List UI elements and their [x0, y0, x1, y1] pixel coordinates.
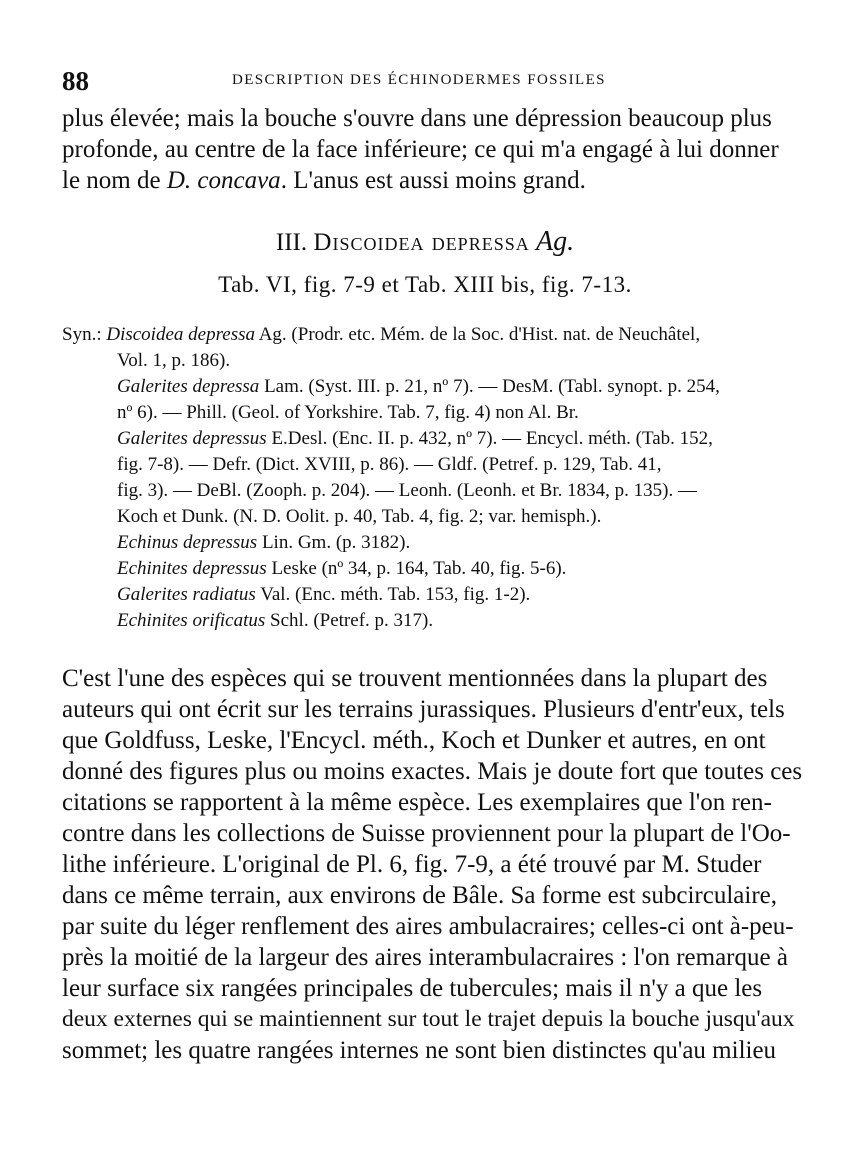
text-line: près la moitié de la largeur des aires interambulacraires : l'on remarque à — [62, 944, 788, 971]
running-title: DESCRIPTION DES ÉCHINODERMES FOSSILES — [232, 72, 606, 88]
text-line: par suite du léger renflement des aires ambulacraires; celles-ci ont à-peu- — [62, 913, 794, 940]
intro-paragraph — [62, 103, 797, 196]
synonym-continuation: Koch et Dunk. (N. D. Oolit. p. 40, Tab. 4, fig. 2; var. hemisph.). — [117, 506, 602, 527]
synonym-continuation: fig. 7-8). — Defr. (Dict. XVIII, p. 86). — Gldf. (Petref. p. 129, Tab. 41, — [117, 454, 662, 475]
text-line: C'est l'une des espèces qui se trouvent mentionnées dans la plupart des — [62, 665, 768, 692]
text-line: plus élevée; mais la bouche s'ouvre dans une dépression beaucoup plus — [62, 105, 772, 132]
synonym-name: Discoidea depressa — [106, 324, 255, 345]
discussion-paragraph — [62, 663, 802, 1066]
page-number: 88 — [62, 66, 89, 96]
text-line: que Goldfuss, Leske, l'Encycl. méth., Koch et Dunker et autres, en ont — [62, 727, 766, 754]
synonym-reference: Lam. (Syst. III. p. 21, nº 7). — DesM. (Tabl. synopt. p. 254, — [259, 376, 720, 397]
page-header — [62, 64, 792, 96]
text-line: deux externes qui se maintiennent sur tout le trajet depuis la bouche jusqu'aux — [62, 1006, 795, 1032]
synonymy-entry — [62, 426, 802, 452]
synonym-reference: Val. (Enc. méth. Tab. 153, fig. 1-2). — [255, 584, 531, 605]
synonym-reference: Schl. (Petref. p. 317). — [265, 610, 434, 631]
text-line: lithe inférieure. L'original de Pl. 6, fig. 7-9, a été trouvé par M. Studer — [62, 851, 762, 878]
synonymy-entry — [62, 582, 802, 608]
synonymy-entry — [62, 322, 802, 348]
species-author: Ag. — [535, 226, 575, 257]
text-line: leur surface six rangées principales de tubercules; mais il n'y a que les — [62, 975, 763, 1002]
synonymy-list — [62, 322, 802, 634]
text-line — [62, 165, 797, 196]
synonymy-label: Syn.: — [62, 324, 102, 345]
text-line: sommet; les quatre rangées internes ne sont bien distinctes qu'au milieu — [62, 1037, 777, 1064]
synonym-reference: Ag. (Prodr. etc. Mém. de la Soc. d'Hist. nat. de Neuchâtel, — [255, 324, 701, 345]
plate-reference: Tab. VI, fig. 7-9 et Tab. XIII bis, fig. 7-13. — [218, 272, 632, 297]
text-line: dans ce même terrain, aux environs de Bâle. Sa forme est subcirculaire, — [62, 882, 778, 909]
text-line: auteurs qui ont écrit sur les terrains jurassiques. Plusieurs d'entr'eux, tels — [62, 696, 785, 723]
species-number: III. — [275, 229, 308, 256]
species-heading — [0, 226, 850, 258]
synonym-name: Echinus depressus — [117, 532, 258, 553]
text-line: profonde, au centre de la face inférieure; ce qui m'a engagé à lui donner — [62, 136, 779, 163]
synonymy-entry — [62, 556, 802, 582]
synonym-name: Galerites radiatus — [117, 584, 256, 605]
synonym-name: Echinites orificatus — [117, 610, 266, 631]
text-run: le nom de — [62, 167, 167, 194]
synonym-reference: Leske (nº 34, p. 164, Tab. 40, fig. 5-6). — [266, 558, 567, 579]
synonym-continuation: nº 6). — Phill. (Geol. of Yorkshire. Tab. 7, fig. 4) non Al. Br. — [117, 402, 579, 423]
text-line: donné des figures plus ou moins exactes. Mais je doute fort que toutes ces — [62, 758, 803, 785]
species-mention: D. concava — [166, 167, 281, 194]
text-run: . L'anus est aussi moins grand. — [280, 167, 586, 194]
synonymy-entry — [62, 374, 802, 400]
synonym-reference: E.Desl. (Enc. II. p. 432, nº 7). — Encycl. méth. (Tab. 152, — [266, 428, 713, 449]
species-name: Discoidea depressa — [313, 229, 530, 256]
synonym-name: Galerites depressa — [117, 376, 260, 397]
synonym-name: Echinites depressus — [117, 558, 267, 579]
text-line: citations se rapportent à la même espèce. Les exemplaires que l'on ren- — [62, 789, 772, 816]
synonymy-entry — [62, 608, 802, 634]
synonym-continuation: fig. 3). — DeBl. (Zooph. p. 204). — Leonh. (Leonh. et Br. 1834, p. 135). — — [117, 480, 697, 501]
synonym-name: Galerites depressus — [117, 428, 267, 449]
synonym-reference: Lin. Gm. (p. 3182). — [257, 532, 411, 553]
text-line: contre dans les collections de Suisse proviennent pour la plupart de l'Oo- — [62, 820, 791, 847]
synonymy-entry — [62, 530, 802, 556]
synonym-continuation: Vol. 1, p. 186). — [117, 350, 231, 371]
